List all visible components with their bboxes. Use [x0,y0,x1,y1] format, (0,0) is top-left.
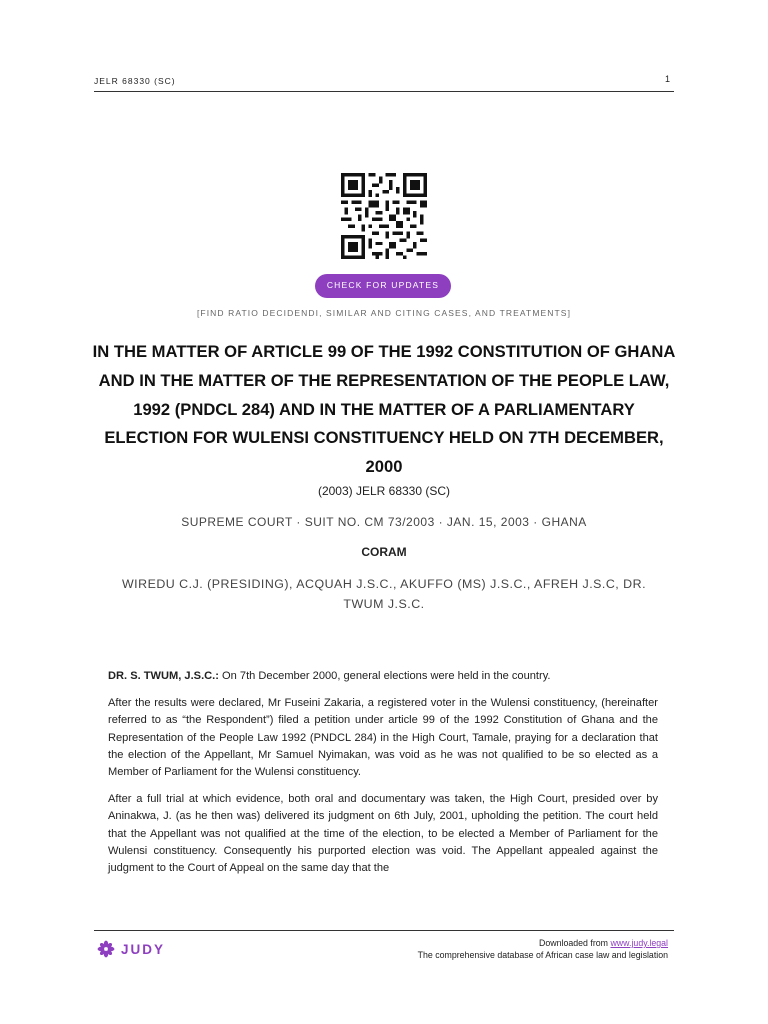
case-title: IN THE MATTER OF ARTICLE 99 OF THE 1992 CONSTITUTION OF GHANA AND IN THE MATTER OF THE REPRESENTATION OF THE PEOPLE LAW, 1992 (PNDCL 284) AND IN THE MATTER OF A PARLIAMENTARY ELECTION FOR WULENSI CONSTITUENCY HELD ON 7TH DECEMBER, 2000 [92,342,676,477]
downloaded-from-label: Downloaded from [539,938,608,948]
flower-icon [97,940,115,958]
download-line [408,938,668,950]
judgment-body [108,668,658,887]
find-ratio-link[interactable]: [FIND RATIO DECIDENDI, SIMILAR AND CITING CASES, AND TREATMENTS] [196,308,572,318]
footer-download-info [408,938,668,961]
qr-code-icon[interactable] [341,173,427,259]
check-for-updates-button[interactable]: CHECK FOR UPDATES [315,274,451,298]
judge-name: DR. S. TWUM, J.S.C.: [108,670,219,682]
footer-tagline: The comprehensive database of African case law and legislation [417,949,668,960]
court-details: SUPREME COURT · SUIT NO. CM 73/2003 · JAN. 15, 2003 · GHANA [181,515,587,529]
header-divider [94,91,674,92]
coram-heading: CORAM [361,545,407,559]
page-number: 1 [664,74,670,84]
header-reference: JELR 68330 (SC) [94,76,176,86]
judy-website-link[interactable]: www.judy.legal [610,938,668,948]
coram-judges: WIREDU C.J. (PRESIDING), ACQUAH J.S.C., AKUFFO (MS) J.S.C., AFREH J.S.C, DR. TWUM J.S.C. [121,577,647,611]
case-citation: (2003) JELR 68330 (SC) [317,484,451,498]
brand-name: JUDY [121,941,166,957]
judgment-paragraph: After the results were declared, Mr Fuseini Zakaria, a registered voter in the Wulensi constituency, (hereinafter referred to as “the Respondent”) filed a petition under article 99 of the 1992 Constitution of Ghana and the Representation of the People Law 1992 (PNDCL 284) in the High Court, Tamale, praying for a declaration that the election of the Appellant, Mr Samuel Nyimakan, was void as he was not qualified to be so elected as a Member of Parliament for the Wulensi constituency. [108,697,658,779]
judy-logo[interactable] [97,940,165,958]
footer-divider [94,930,674,931]
judgment-paragraph: After a full trial at which evidence, both oral and documentary was taken, the High Court, presided over by Aninakwa, J. (as he then was) delivered its judgment on 6th July, 2001, upholding the petition. The court held that the Appellant was not qualified at the time of the election, to be elected a Member of Parliament for the Wulensi constituency. Consequently his purported election was void. The Appellant appealed against the judgment to the Court of Appeal on the same day that the [108,793,658,875]
judgment-paragraph-text: On 7th December 2000, general elections were held in the country. [222,670,551,682]
judgment-paragraph [108,668,658,685]
